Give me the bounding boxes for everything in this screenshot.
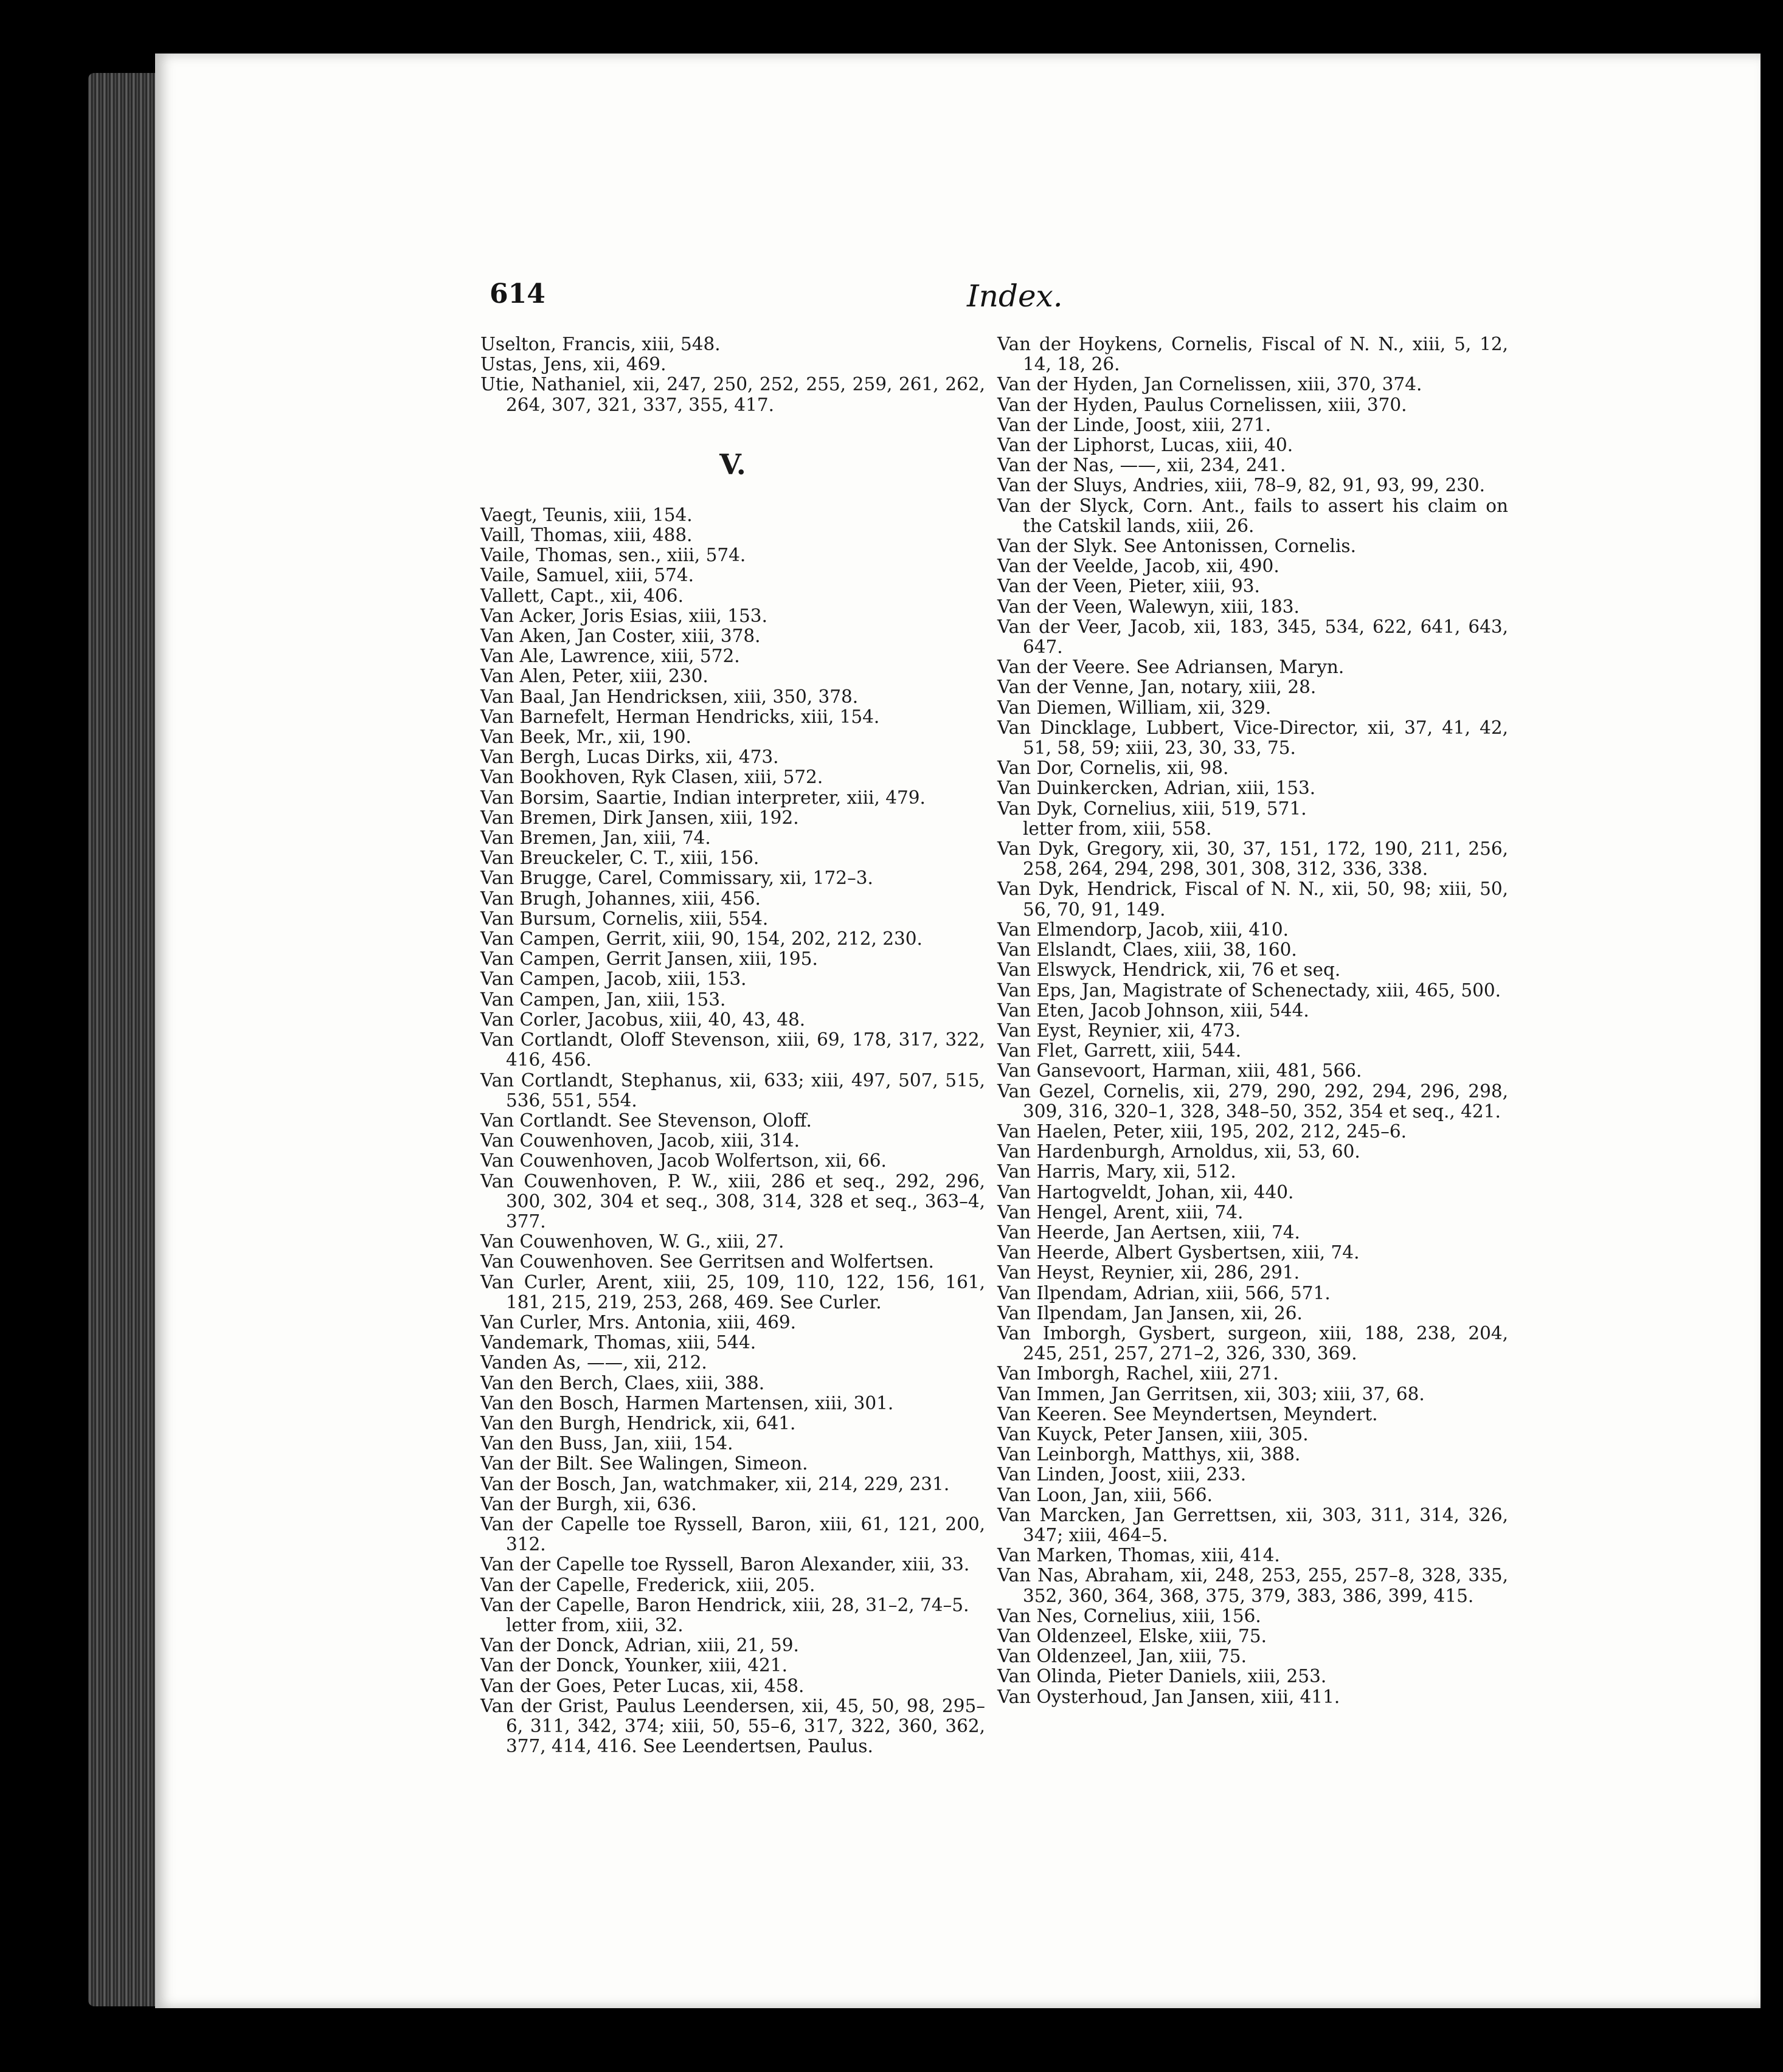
index-entry: Van Marken, Thomas, xiii, 414. [997, 1545, 1280, 1566]
index-entry: Van Corler, Jacobus, xiii, 40, 43, 48. [480, 1009, 806, 1030]
page-number: 614 [490, 278, 545, 309]
index-entry: Van den Berch, Claes, xiii, 388. [480, 1372, 765, 1393]
index-entry: Van der Bosch, Jan, watchmaker, xii, 214, 229, 231. [480, 1473, 950, 1494]
index-entry: Van Eyst, Reynier, xii, 473. [997, 1020, 1241, 1041]
index-entry: Vandemark, Thomas, xiii, 544. [480, 1332, 756, 1353]
index-entry: Van der Sluys, Andries, xiii, 78–9, 82, 91, 93, 99, 230. [997, 475, 1486, 496]
index-entry: Van Imborgh, Rachel, xiii, 271. [997, 1363, 1279, 1384]
index-entry: Van Barnefelt, Herman Hendricks, xiii, 154. [480, 706, 880, 727]
index-entry: Van der Linde, Joost, xiii, 271. [997, 414, 1271, 435]
index-entry: Van Acker, Joris Esias, xiii, 153. [480, 605, 767, 626]
index-entry: Van Elmendorp, Jacob, xiii, 410. [997, 919, 1289, 940]
index-entry: Van der Bilt. See Walingen, Simeon. [480, 1453, 808, 1474]
index-entry: Van Oldenzeel, Jan, xiii, 75. [997, 1646, 1247, 1667]
index-entry: Van Heerde, Albert Gysbertsen, xiii, 74. [997, 1242, 1360, 1263]
index-sub-entry: letter from, xiii, 32. [506, 1614, 684, 1635]
index-entry: Van der Liphorst, Lucas, xiii, 40. [997, 435, 1293, 456]
index-entry: Van Ale, Lawrence, xiii, 572. [480, 646, 740, 667]
index-entry: Van Olinda, Pieter Daniels, xiii, 253. [997, 1666, 1327, 1687]
index-entry: Van Imborgh, Gysbert, surgeon, xiii, 188, 238, 204, 245, 251, 257, 271–2, 326, 330, 369. [997, 1322, 1508, 1364]
index-entry: Van Oysterhoud, Jan Jansen, xiii, 411. [997, 1686, 1340, 1707]
index-entry: Van der Hyden, Paulus Cornelissen, xiii, 370. [997, 394, 1407, 415]
index-entry: Utie, Nathaniel, xii, 247, 250, 252, 255, 259, 261, 262, 264, 307, 321, 337, 355, 417. [480, 374, 985, 415]
index-entry: Van Nas, Abraham, xii, 248, 253, 255, 257–8, 328, 335, 352, 360, 364, 368, 375, 379, 383, 386, 399, 415. [997, 1565, 1508, 1606]
index-entry: Van Nes, Cornelius, xiii, 156. [997, 1605, 1261, 1626]
index-entry: Van Aken, Jan Coster, xiii, 378. [480, 626, 761, 647]
index-entry: Van Couwenhoven, P. W., xiii, 286 et seq., 292, 296, 300, 302, 304 et seq., 308, 314, 328 et seq., 363–4, 377. [480, 1170, 985, 1232]
index-entry: Van Dyk, Hendrick, Fiscal of N. N., xii, 50, 98; xiii, 50, 56, 70, 91, 149. [997, 879, 1508, 920]
index-sub-entry: letter from, xiii, 558. [1023, 818, 1212, 839]
index-entry: Van der Capelle toe Ryssell, Baron Alexander, xiii, 33. [480, 1554, 970, 1575]
index-column-right [997, 334, 1508, 1707]
index-entry: Van den Burgh, Hendrick, xii, 641. [480, 1412, 796, 1434]
index-entry: Van Eten, Jacob Johnson, xiii, 544. [997, 1000, 1309, 1021]
index-entry: Van der Hoykens, Cornelis, Fiscal of N. N., xiii, 5, 12, 14, 18, 26. [997, 334, 1508, 375]
index-entry: Van Hardenburgh, Arnoldus, xii, 53, 60. [997, 1141, 1360, 1162]
index-entry: Van Gansevoort, Harman, xiii, 481, 566. [997, 1060, 1362, 1082]
index-entry: Van Dor, Cornelis, xii, 98. [997, 758, 1229, 779]
index-entry: Vallett, Capt., xii, 406. [480, 585, 684, 606]
index-entry: Van der Goes, Peter Lucas, xii, 458. [480, 1675, 805, 1696]
index-entry: Van Bremen, Dirk Jansen, xiii, 192. [480, 807, 799, 828]
index-entry: Van Flet, Garrett, xiii, 544. [997, 1040, 1242, 1062]
index-entry: Van Couwenhoven. See Gerritsen and Wolfertsen. [480, 1251, 934, 1273]
index-entry: Van Alen, Peter, xiii, 230. [480, 666, 708, 687]
index-entry: Van Heyst, Reynier, xii, 286, 291. [997, 1262, 1300, 1283]
index-entry: Ustas, Jens, xii, 469. [480, 354, 666, 375]
index-entry: Van Eps, Jan, Magistrate of Schenectady, xiii, 465, 500. [997, 979, 1501, 1001]
index-entry: Van Bergh, Lucas Dirks, xii, 473. [480, 747, 779, 768]
index-entry: Van der Slyck, Corn. Ant., fails to assert his claim on the Catskil lands, xiii, 26. [997, 495, 1508, 536]
index-entry: Van Campen, Gerrit, xiii, 90, 154, 202, 212, 230. [480, 928, 923, 950]
index-entry: Van Oldenzeel, Elske, xiii, 75. [997, 1626, 1267, 1646]
index-entry: Van Beek, Mr., xii, 190. [480, 727, 691, 748]
index-entry: Van der Donck, Younker, xiii, 421. [480, 1655, 788, 1676]
index-entry: Van Borsim, Saartie, Indian interpreter, xiii, 479. [480, 787, 926, 808]
index-entry: Van Cortlandt, Oloff Stevenson, xiii, 69, 178, 317, 322, 416, 456. [480, 1029, 985, 1071]
index-entry: Van Heerde, Jan Aertsen, xiii, 74. [997, 1221, 1300, 1243]
index-entry: Van Harris, Mary, xii, 512. [997, 1161, 1236, 1183]
index-entry: Van der Donck, Adrian, xiii, 21, 59. [480, 1635, 799, 1656]
index-entry: Van Immen, Jan Gerritsen, xii, 303; xiii, 37, 68. [997, 1383, 1425, 1404]
index-entry: Van Couwenhoven, Jacob, xiii, 314. [480, 1130, 800, 1152]
index-entry: Van Ilpendam, Jan Jansen, xii, 26. [997, 1302, 1303, 1324]
index-entry: Van Breuckeler, C. T., xiii, 156. [480, 848, 760, 869]
index-entry: Van Elswyck, Hendrick, xii, 76 et seq. [997, 959, 1341, 981]
index-entry: Vaill, Thomas, xiii, 488. [480, 525, 693, 546]
index-entry: Van Haelen, Peter, xiii, 195, 202, 212, 245–6. [997, 1121, 1407, 1142]
index-entry: Van der Venne, Jan, notary, xiii, 28. [997, 677, 1317, 698]
index-entry: Van Keeren. See Meyndertsen, Meyndert. [997, 1403, 1378, 1424]
index-entry: Vaile, Thomas, sen., xiii, 574. [480, 545, 746, 566]
index-entry: Van der Burgh, xii, 636. [480, 1493, 697, 1514]
index-entry: Van Dincklage, Lubbert, Vice-Director, xii, 37, 41, 42, 51, 58, 59; xiii, 23, 30, 33, 75. [997, 717, 1508, 759]
index-entry: Vaile, Samuel, xiii, 574. [480, 565, 694, 586]
index-entry: Van Marcken, Jan Gerrettsen, xii, 303, 311, 314, 326, 347; xiii, 464–5. [997, 1504, 1508, 1545]
index-entry: Van Diemen, William, xii, 329. [997, 697, 1272, 718]
index-entry: Uselton, Francis, xiii, 548. [480, 334, 721, 354]
index-entry: Van Brugh, Johannes, xiii, 456. [480, 888, 761, 909]
index-entry: Van Gezel, Cornelis, xii, 279, 290, 292, 294, 296, 298, 309, 316, 320–1, 328, 348–50, 352, 354 et seq., 421. [997, 1080, 1508, 1122]
index-entry: Van Couwenhoven, Jacob Wolfertson, xii, 66. [480, 1150, 887, 1172]
index-entry: Van Dyk, Gregory, xii, 30, 37, 151, 172, 190, 211, 256, 258, 264, 294, 298, 301, 308, 312, 336, 338. [997, 838, 1508, 880]
index-entry: Van Campen, Gerrit Jansen, xiii, 195. [480, 948, 818, 970]
index-entry: Van Curler, Mrs. Antonia, xiii, 469. [480, 1311, 797, 1333]
index-entry: Van Kuyck, Peter Jansen, xiii, 305. [997, 1423, 1309, 1445]
index-entry: Van der Grist, Paulus Leendersen, xii, 45, 50, 98, 295–6, 311, 342, 374; xiii, 50, 55–6, 317, 322, 360, 362, 377, 414, 416. See Leendertsen, Paulus. [480, 1695, 985, 1757]
index-entry: Van Ilpendam, Adrian, xiii, 566, 571. [997, 1282, 1331, 1304]
index-entry: Van Cortlandt. See Stevenson, Oloff. [480, 1110, 812, 1131]
index-entry: Van der Capelle, Baron Hendrick, xiii, 28, 31–2, 74–5. [480, 1594, 969, 1615]
index-entry: Van Hartogveldt, Johan, xii, 440. [997, 1181, 1294, 1203]
index-entry: Van der Capelle toe Ryssell, Baron, xiii, 61, 121, 200, 312. [480, 1513, 985, 1555]
index-entry: Van Elslandt, Claes, xiii, 38, 160. [997, 939, 1297, 961]
index-entry: Van der Veelde, Jacob, xii, 490. [997, 556, 1279, 577]
index-entry: Van den Buss, Jan, xiii, 154. [480, 1433, 733, 1454]
index-entry: Van der Veer, Jacob, xii, 183, 345, 534, 622, 641, 643, 647. [997, 616, 1508, 658]
index-entry: Van der Nas, ——, xii, 234, 241. [997, 455, 1286, 476]
index-entry: Van Brugge, Carel, Commissary, xii, 172–3. [480, 868, 873, 889]
index-entry: Van der Capelle, Frederick, xiii, 205. [480, 1574, 815, 1595]
index-column-left [480, 334, 985, 1756]
index-entry: Van der Slyk. See Antonissen, Cornelis. [997, 536, 1356, 557]
index-entry: Van Campen, Jan, xiii, 153. [480, 989, 726, 1010]
index-entry: Van Loon, Jan, xiii, 566. [997, 1484, 1213, 1505]
section-letter: V. [719, 447, 746, 481]
index-entry: Van der Veere. See Adriansen, Maryn. [997, 657, 1345, 678]
index-entry: Van der Veen, Pieter, xiii, 93. [997, 576, 1260, 597]
index-entry: Van der Hyden, Jan Cornelissen, xiii, 370, 374. [997, 374, 1422, 395]
index-entry: Van Couwenhoven, W. G., xiii, 27. [480, 1231, 784, 1252]
index-entry: Van Campen, Jacob, xiii, 153. [480, 969, 747, 990]
index-entry: Vaegt, Teunis, xiii, 154. [480, 504, 693, 525]
index-entry: Van Linden, Joost, xiii, 233. [997, 1464, 1247, 1485]
book-page-edges [88, 73, 161, 2006]
running-head: Index. [967, 278, 1063, 314]
index-entry: Van Hengel, Arent, xiii, 74. [997, 1201, 1244, 1223]
index-entry: Van Bursum, Cornelis, xiii, 554. [480, 908, 769, 929]
index-entry: Van den Bosch, Harmen Martensen, xiii, 301. [480, 1392, 894, 1414]
index-entry: Van der Veen, Walewyn, xiii, 183. [997, 596, 1300, 617]
index-entry: Van Duinkercken, Adrian, xiii, 153. [997, 778, 1316, 799]
index-entry: Van Dyk, Cornelius, xiii, 519, 571. [997, 798, 1307, 819]
index-entry: Van Baal, Jan Hendricksen, xiii, 350, 378. [480, 686, 859, 707]
index-entry: Van Bookhoven, Ryk Clasen, xiii, 572. [480, 767, 823, 788]
index-entry: Vanden As, ——, xii, 212. [480, 1352, 707, 1373]
index-entry: Van Bremen, Jan, xiii, 74. [480, 827, 711, 849]
index-entry: Van Leinborgh, Matthys, xii, 388. [997, 1444, 1301, 1465]
index-entry: Van Curler, Arent, xiii, 25, 109, 110, 122, 156, 161, 181, 215, 219, 253, 268, 469. See Curler. [480, 1271, 985, 1313]
index-entry: Van Cortlandt, Stephanus, xii, 633; xiii, 497, 507, 515, 536, 551, 554. [480, 1069, 985, 1111]
